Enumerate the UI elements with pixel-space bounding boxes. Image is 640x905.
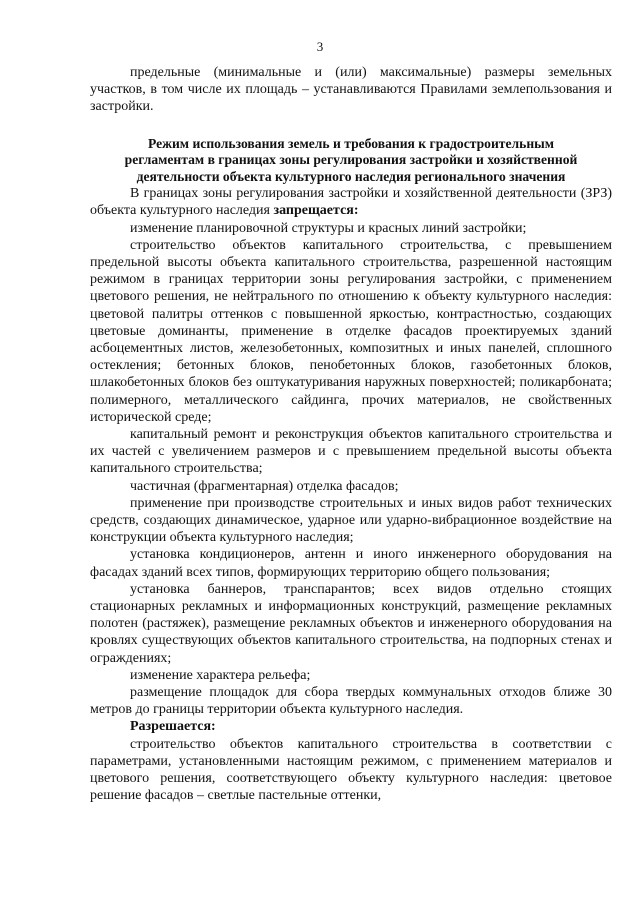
prohibited-item: изменение характера рельефа;: [130, 667, 311, 683]
heading-line-3: деятельности объекта культурного наследия регионального значения: [136, 168, 566, 184]
page-number: 3: [316, 39, 324, 54]
paragraph-sizes: предельные (минимальные и (или) максимальные) размеры земельных участков, в том числе их площадь – устанавливаются Правилами землепользования и застройки.: [90, 65, 612, 115]
prohibited-item: изменение планировочной структуры и красных линий застройки;: [130, 220, 527, 236]
heading-line-1: Режим использования земель и требования к градостроительным: [147, 135, 555, 151]
heading-line-2: регламентам в границах зоны регулирования застройки и хозяйственной: [124, 152, 578, 168]
intro-prohibited-label: запрещается:: [273, 203, 359, 219]
prohibited-item: установка кондиционеров, антенн и иного инженерного оборудования на фасадах зданий всех типов, формирующих территорию общего пользования;: [90, 547, 612, 580]
prohibited-item: капитальный ремонт и реконструкция объектов капитального строительства и их частей с увеличением размеров и с превышением предельной высоты объекта капитального строительства;: [90, 426, 612, 477]
prohibited-item: размещение площадок для сбора твердых коммунальных отходов ближе 30 метров до границы территории объекта культурного наследия.: [90, 685, 612, 718]
prohibited-item: строительство объектов капитального строительства, с превышением предельной высоты объекта капитального строительства, разрешенной настоящим режимом в границах территории зоны регулирования застройки, с применением цветового решения, не нейтрального по отношению к объекту культурного наследия: цветовой палитры оттенков с повышенной яркостью, контрастностью, создающих цветовые доминанты, применение в отделке фасадов проектируемых зданий асбоцементных листов, железобетонных, композитных и иных панелей, сплошного остекления; бетонных блоков, пенобетонных блоков, газобетонных блоков, шлакобетонных блоков без оштукатуривания наружных поверхностей; поликарбоната; полимерного, металлического сайдинга, прочих материалов, не свойственных исторической среде;: [90, 237, 612, 425]
prohibited-item: частичная (фрагментарная) отделка фасадов;: [130, 478, 399, 494]
prohibited-item: установка баннеров, транспарантов; всех видов отдельно стоящих стационарных рекламных и информационных конструкций, размещение рекламных полотен (растяжек), размещение рекламных объектов и инженерного оборудования на кровлях существующих объектов капитального строительства, на подпорных стенах и ограждениях;: [90, 581, 612, 666]
section-heading: [90, 136, 612, 186]
allowed-item: строительство объектов капитального строительства в соответствии с параметрами, установленными настоящим режимом, с применением материалов и цветового решения, соответствующего объекту культурного наследия: цветовое решение фасадов – светлые пастельные оттенки,: [90, 736, 612, 804]
document-body: [90, 64, 612, 804]
intro-paragraph: [90, 185, 612, 219]
prohibited-item: применение при производстве строительных и иных видов работ технических средств, создающих динамическое, ударное или ударно-вибрационное воздействие на конструкции объекта культурного наследия;: [90, 495, 612, 546]
allowed-heading: Разрешается:: [130, 719, 216, 735]
intro-text: В границах зоны регулирования застройки и хозяйственной деятельности (ЗРЗ) объекта культурного наследия: [90, 186, 612, 219]
